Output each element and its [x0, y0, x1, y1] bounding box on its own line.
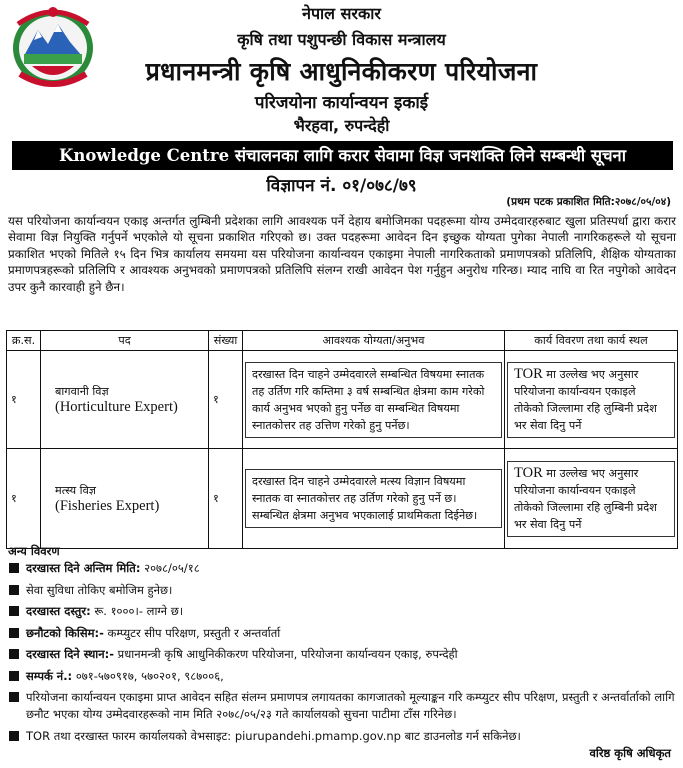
- post-name-np: मत्स्य विज्ञ: [55, 483, 96, 497]
- item-text: परियोजना कार्यान्वयन एकाइमा प्राप्त आवेदन सहित संलग्न प्रमाणपत्र लगायतका कागजातको मूल्याङ्कन गरि कम्प्युटर सीप परिक्षण, प्रस्तुती र अन्तर्वार्ताको लागि छनौट भएका योग्य उम्मेदवारहरूको नाम मिति २०७८/०५/२३ गते कार्यालयको सुचना पाटीमा टाँस गरिनेछ।: [26, 690, 675, 721]
- notice-title-banner: [12, 141, 673, 170]
- header-sn: क्र.स.: [7, 331, 41, 351]
- post-name-en: (Fisheries Expert): [55, 497, 160, 514]
- positions-table: [6, 330, 678, 549]
- item-text: प्रधानमन्त्री कृषि आधुनिकीकरण परियोजना, परियोजना कार्यान्वयन एकाइ, रुपन्देही: [114, 647, 458, 661]
- project-name: प्रधानमन्त्री कृषि आधुनिकीकरण परियोजना: [145, 57, 538, 86]
- row-count: १: [209, 351, 243, 449]
- item-text: २०७८/०५/१८: [140, 561, 200, 575]
- item-text: कम्प्युटर सीप परिक्षण, प्रस्तुती र अन्तर्वार्ता: [103, 625, 281, 640]
- row-qualification: [243, 351, 505, 449]
- bullet-square-icon: [9, 649, 19, 659]
- other-details-title: अन्य विवरण: [8, 544, 60, 558]
- item-text: ०७१-५७०९१७, ५७०२०१, ९८७००६,: [72, 668, 224, 683]
- duty-body: मा उल्लेख भए अनुसार परियोजना कार्यान्वयन एकाइले तोकेको जिल्लामा रहि लुम्बिनी प्रदेश भर सेवा दिनु पर्ने: [514, 466, 657, 531]
- list-item: [8, 728, 676, 745]
- bullet-square-icon: [9, 585, 19, 595]
- header-post: पद: [41, 331, 209, 351]
- item-label: सम्पर्क नं.:: [26, 668, 73, 683]
- table-row: [7, 351, 678, 449]
- signoff-title: वरिष्ठ कृषि अधिकृत: [589, 746, 671, 760]
- table-header-row: [7, 331, 678, 351]
- item-text: रू. १०००।- लाग्ने छ।: [90, 604, 184, 618]
- bullet-square-icon: [9, 628, 19, 638]
- ad-number: विज्ञापन नं. ०१/०७८/७९: [266, 176, 417, 196]
- qualification-text: दरखास्त दिन चाहने उम्मेदवारले सम्बन्धित विषयमा स्नातक तह उर्तिण गरि कम्तिमा ३ वर्ष सम्बन्धित क्षेत्रमा काम गरेको कार्य अनुभव भएको हुनु पर्नेछ वा सम्बन्धित विषयमा स्नातकोत्तर तह उत्तिण गरेको हुनु पर्नेछ।: [245, 362, 502, 438]
- row-post: [41, 449, 209, 549]
- row-duty: [505, 449, 678, 549]
- item-text: TOR तथा दरखास्त फारम कार्यालयको वेभसाइट: piurupandehi.pmamp.gov.np बाट डाउनलोड गर्न सकिनेछ।: [26, 729, 521, 743]
- item-label: छनौटको किसिम:-: [26, 625, 104, 640]
- table-row: [7, 449, 678, 549]
- duty-text: [507, 461, 675, 537]
- list-item: [8, 668, 676, 685]
- row-duty: [505, 351, 678, 449]
- duty-tor: TOR: [514, 365, 543, 382]
- qualification-text: दरखास्त दिन चाहने उम्मेदवारले मत्स्य विज्ञान विषयमा स्नातक वा स्नातकोत्तर तह उर्तिण गरेको हुनु पर्ने छ। सम्बन्धित क्षेत्रमा अनुभव भएकालाई प्राथमिकता दिईनेछ।: [245, 469, 502, 528]
- row-post: [41, 351, 209, 449]
- item-label: दरखास्त दिने स्थान:-: [26, 647, 115, 661]
- item-label: दरखास्त दस्तुर:: [26, 604, 91, 618]
- row-sn: १: [7, 449, 41, 549]
- other-details-list: [8, 560, 676, 750]
- banner-title-np: संचालनका लागि करार सेवामा विज्ञ जनशक्ति लिने सम्बन्धी सूचना: [229, 146, 626, 165]
- header-count: संख्या: [209, 331, 243, 351]
- list-item: [8, 582, 676, 599]
- duty-text: [507, 362, 675, 438]
- unit-name: परिजयोना कार्यान्वयन इकाई: [254, 93, 429, 113]
- banner-title-en: Knowledge Centre: [59, 146, 230, 165]
- post-name-np: बागवानी विज्ञ: [55, 384, 109, 398]
- list-item: [8, 560, 676, 577]
- list-item: [8, 625, 676, 642]
- bullet-square-icon: [9, 671, 19, 681]
- item-label: दरखास्त दिने अन्तिम मिति:: [26, 561, 141, 575]
- bullet-square-icon: [9, 692, 19, 702]
- row-count: १: [209, 449, 243, 549]
- item-text: सेवा सुविधा तोकिए बमोजिम हुनेछ।: [26, 582, 173, 597]
- list-item: [8, 603, 676, 620]
- government-name: नेपाल सरकार: [302, 4, 381, 23]
- bullet-square-icon: [9, 563, 19, 573]
- list-item: [8, 646, 676, 663]
- post-name-en: (Horticulture Expert): [55, 398, 178, 415]
- office-location: भैरहवा, रुपन्देही: [293, 116, 390, 135]
- row-sn: १: [7, 351, 41, 449]
- intro-paragraph: यस परियोजना कार्यान्वयन एकाइ अन्तर्गत लुम्बिनी प्रदेशका लागि आवश्यक पर्ने देहाय बमोजिमका पदहरूमा योग्य उम्मेदवारहरुबाट खुला प्रतिस्पर्धा द्वारा करार सेवामा विज्ञ नियुक्ति गर्नुपर्ने भएकोले यो सूचना प्रकाशित गरिएको छ। उक्त पदहरूमा आवेदन दिन इच्छुक योग्यता पुगेका नेपाली नागरिकहरूले यो सूचना प्रकाशित भएको मितिले १५ दिन भित्र कार्यालय समयमा यस परियोजना कार्यान्वयन एकाइमा नेपाली नागरिकताको प्रमाणपत्रको प्रतिलिपि, शैक्षिक योग्यताका प्रमाणपत्रहरूको प्रतिलिपि र आवश्यक अनुभवको प्रमाणपत्रको प्रतिलिपि संलग्न राखी आवेदन पेश गर्नुहुन अनुरोध गरिन्छ। म्याद नाघि वा रित नपुगेको आवेदन उपर कुनै कारवाही हुने छैन।: [8, 214, 676, 294]
- row-qualification: [243, 449, 505, 549]
- bullet-square-icon: [9, 606, 19, 616]
- duty-body: मा उल्लेख भए अनुसार परियोजना कार्यान्वयन एकाइले तोकेको जिल्लामा रहि लुम्बिनी प्रदेश भर सेवा दिनु पर्ने: [514, 367, 657, 432]
- duty-tor: TOR: [514, 464, 543, 481]
- publish-date: (प्रथम पटक प्रकाशित मिति:२०७८/०५/०४): [506, 196, 671, 208]
- header-duty: कार्य विवरण तथा कार्य स्थल: [505, 331, 678, 351]
- list-item: [8, 689, 676, 723]
- header-qualification: आवश्यक योग्यता/अनुभव: [243, 331, 505, 351]
- bullet-square-icon: [9, 731, 19, 741]
- ministry-name: कृषि तथा पशुपन्छी विकास मन्त्रालय: [237, 30, 446, 49]
